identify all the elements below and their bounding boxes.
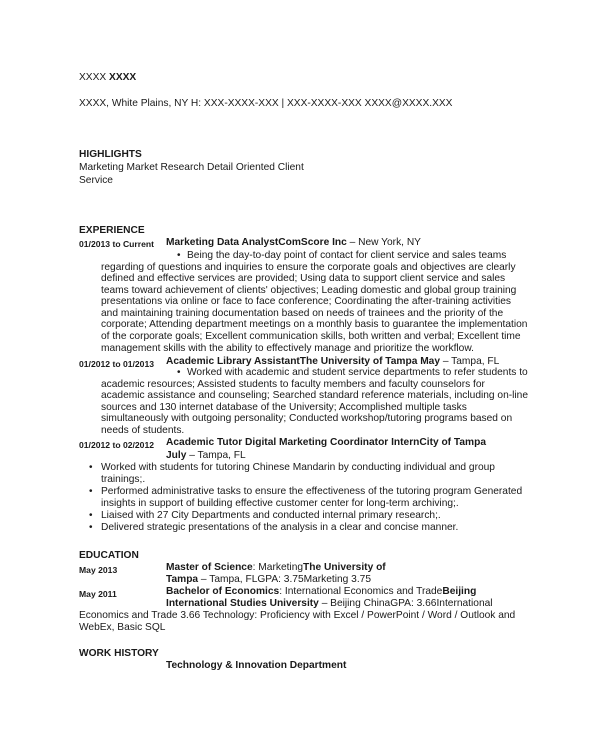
job-desc-line: sources and 130 internet database of the University; Accomplished multiple tasks xyxy=(101,402,467,413)
school: Beijing xyxy=(442,586,477,597)
education-school-line xyxy=(166,574,371,587)
education-details: – Beijing ChinaGPA: 3.66International xyxy=(318,598,493,609)
bullet-icon: • xyxy=(89,522,93,533)
name-line xyxy=(79,72,136,85)
job-desc-line: teams toward achievement of clients' objectives; Leading domestic and global group training xyxy=(101,285,517,296)
education-details: Economics and Trade 3.66 Technology: Proficiency with Excel / PowerPoint / Word / Outlook and xyxy=(79,610,516,621)
job-bullet-line: Worked with students for tutoring Chinese Mandarin by conducting individual and group xyxy=(101,462,495,473)
highlights-line: Service xyxy=(79,175,113,186)
job-desc-line: academic assistance and counseling; Searched standard reference materials, including on-line xyxy=(101,390,528,401)
job-bullet-line: Delivered strategic presentations of the analysis in a clear and concise manner. xyxy=(101,522,459,533)
job-desc-line: defined and effective services are provided; Using data to support client service and sales xyxy=(101,273,506,284)
bullet-icon: • xyxy=(89,462,93,473)
bullet-icon: • xyxy=(89,486,93,497)
job-bullet-line: trainings;. xyxy=(101,474,146,485)
education-school-line xyxy=(166,598,493,611)
job-bullet-line: insights in support of building effective customer center for long-term archiving;. xyxy=(101,498,459,509)
job-title-line xyxy=(166,237,421,250)
job-title: Marketing Data AnalystComScore Inc xyxy=(166,237,347,248)
job-desc-line: regarding of questions and inquiries to ensure the corporate goals and objectives are clearly xyxy=(101,262,516,273)
job-desc-line: management skills with the ability to effectively manage and prioritize the workflow. xyxy=(101,343,474,354)
job-location: – Tampa, FL xyxy=(186,450,246,461)
contact-line: XXXX, White Plains, NY H: XXX-XXXX-XXX | XXX-XXXX-XXX XXXX@XXXX.XXX xyxy=(79,98,453,109)
experience-heading: EXPERIENCE xyxy=(79,225,145,236)
job-desc-line: Being the day-to-day point of contact for client service and sales teams xyxy=(187,250,507,261)
job-desc-line: needs of students. xyxy=(101,425,185,436)
degree-field: : International Economics and Trade xyxy=(279,586,443,597)
job-desc-line: academic resources; Assisted students to faculty members and faculty counselors for xyxy=(101,379,485,390)
job-desc-line: corporate; Attending department meetings on a monthly basis to guarantee the implementation xyxy=(101,319,528,330)
education-degree-line xyxy=(166,562,386,575)
school: International Studies University xyxy=(166,598,319,609)
work-history-department: Technology & Innovation Department xyxy=(166,660,347,671)
degree-field: : Marketing xyxy=(252,562,304,573)
job-location: – Tampa, FL xyxy=(440,356,500,367)
highlights-line: Marketing Market Research Detail Oriented Client xyxy=(79,162,304,173)
job-dates: 01/2012 to 01/2013 xyxy=(79,359,155,369)
first-name: XXXX xyxy=(79,72,107,83)
degree: Bachelor of Economics xyxy=(166,586,280,597)
degree: Master of Science xyxy=(166,562,253,573)
job-dates: 01/2012 to 02/2012 xyxy=(79,440,155,450)
last-name: XXXX xyxy=(109,72,137,83)
job-title: July xyxy=(166,450,187,461)
job-desc-line: Worked with academic and student service departments to refer students to xyxy=(187,367,528,378)
education-date: May 2013 xyxy=(79,565,118,575)
job-title: Academic Library AssistantThe University of Tampa May xyxy=(166,356,441,367)
job-title: Academic Tutor Digital Marketing Coordinator InternCity of Tampa xyxy=(166,437,486,448)
education-heading: EDUCATION xyxy=(79,550,139,561)
school: The University of xyxy=(303,562,386,573)
school: Tampa xyxy=(166,574,199,585)
education-details: WebEx, Basic SQL xyxy=(79,622,166,633)
bullet-icon: • xyxy=(89,510,93,521)
job-desc-line: of the corporate goals; Excellent communication skills, both written and verbal; Excellent time xyxy=(101,331,521,342)
job-title-line xyxy=(166,450,246,463)
job-bullet-line: Liaised with 27 City Departments and conducted internal primary research;. xyxy=(101,510,441,521)
bullet-icon: • xyxy=(177,250,181,261)
job-desc-line: and maintaining training documentation based on needs of trainees and the priority of the xyxy=(101,308,504,319)
education-date: May 2011 xyxy=(79,589,117,599)
job-bullet-line: Performed administrative tasks to ensure the effectiveness of the tutoring program Generated xyxy=(101,486,523,497)
work-history-heading: WORK HISTORY xyxy=(79,648,159,659)
job-location: – New York, NY xyxy=(346,237,421,248)
education-degree-line xyxy=(166,586,476,599)
job-desc-line: simultaneously with outgoing personality; Conducted workshop/tutoring programs based on xyxy=(101,413,513,424)
bullet-icon: • xyxy=(177,367,181,378)
job-dates: 01/2013 to Current xyxy=(79,239,154,249)
education-details: – Tampa, FLGPA: 3.75Marketing 3.75 xyxy=(198,574,371,585)
highlights-heading: HIGHLIGHTS xyxy=(79,149,142,160)
job-desc-line: presentations via online or face to face conference; Coordinating the after-training activities xyxy=(101,296,511,307)
